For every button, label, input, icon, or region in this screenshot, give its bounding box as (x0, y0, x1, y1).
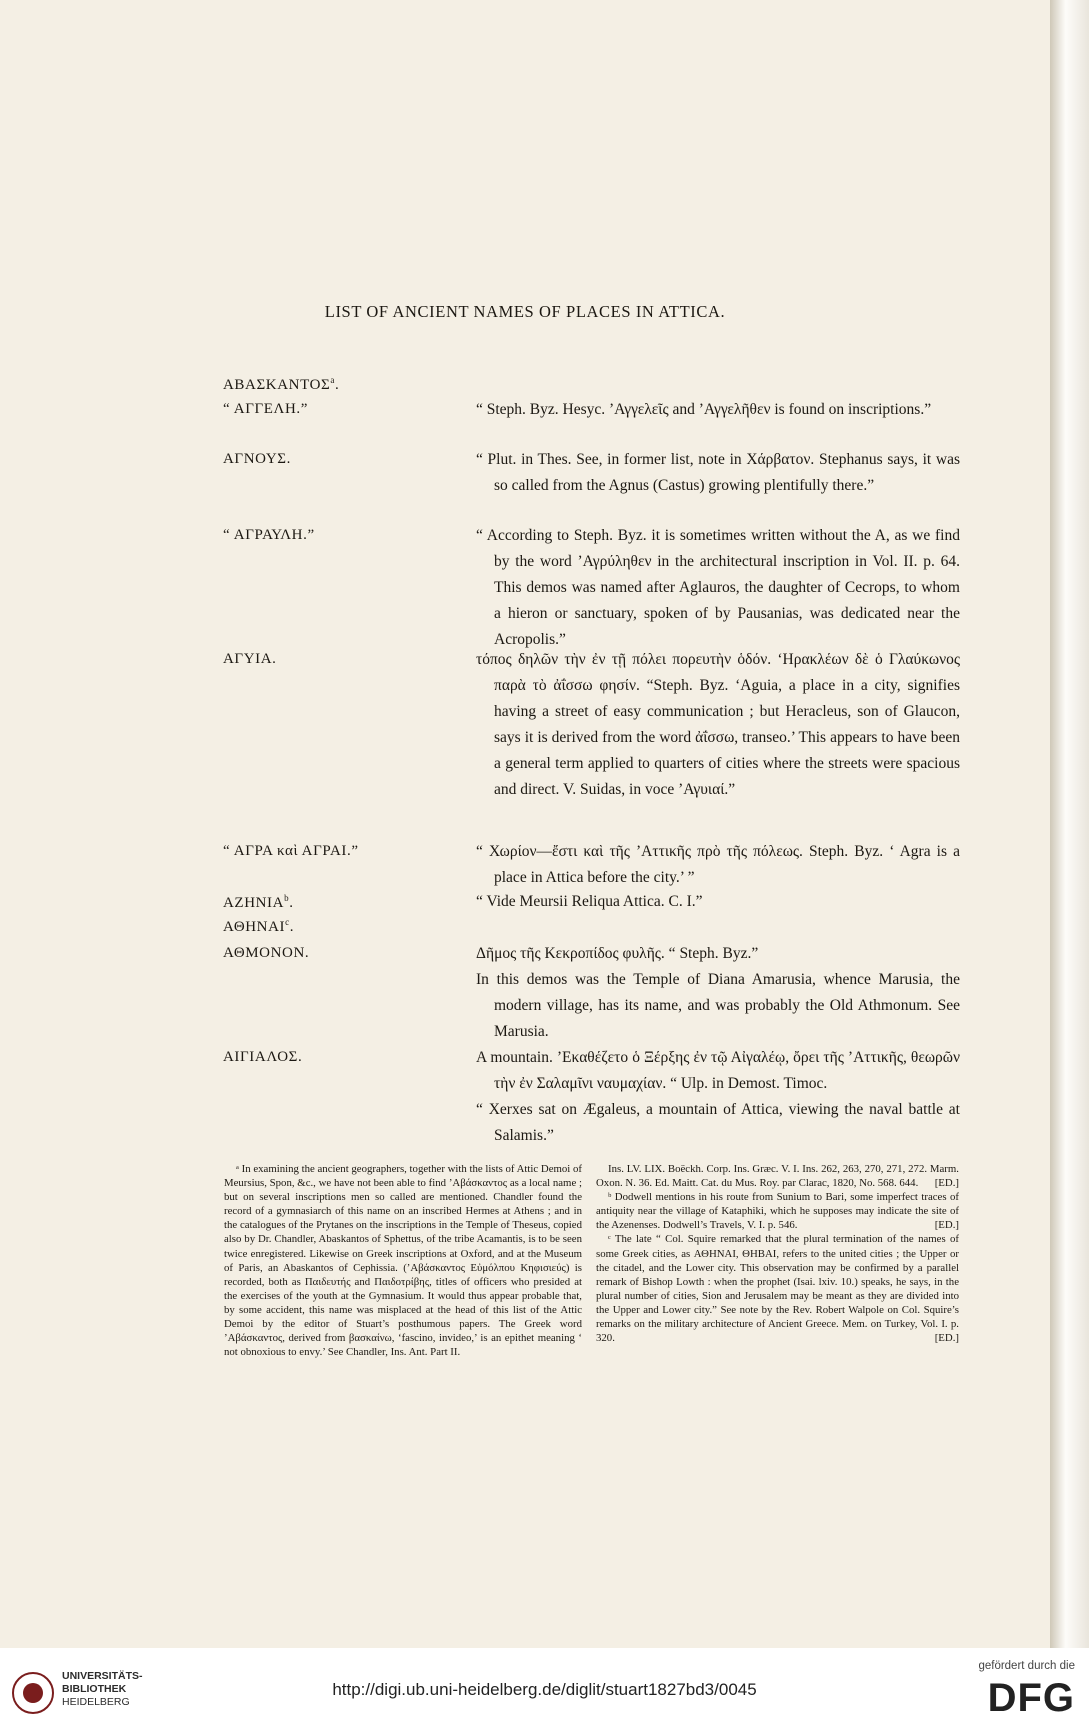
entry-description (476, 447, 960, 499)
entry-name-text: ΑΖΗΝΙΑ (223, 895, 285, 911)
entry-name-text: ΑΘΜΟΝΟΝ. (223, 945, 310, 961)
document-url-link[interactable]: http://digi.ub.uni-heidelberg.de/diglit/stuart1827bd3/0045 (332, 1680, 757, 1699)
entry-name (223, 651, 277, 668)
entry-name-punct: . (289, 919, 295, 935)
entry-name-text: ΑΓΥΙΑ. (223, 651, 277, 667)
dfg-logo: DFG (987, 1676, 1075, 1720)
description-paragraph: Δῆμος τῆς Κεκροπίδος φυλῆς. “ Steph. Byz.” (476, 945, 759, 962)
entry-name (223, 893, 294, 912)
description-paragraph: “ Χωρίον—ἔστι καὶ τῆς ’Αττικῆς πρὸ τῆς πόλεως. Steph. Byz. ‘ Agra is a place in Attica before the city.’ ” (476, 843, 960, 886)
entry-name (223, 917, 294, 936)
description-paragraph: τόπος δηλῶν τὴν ἐν τῇ πόλει πορευτὴν ὁδόν. ‘Ηρακλέων δὲ ὁ Γλαύκωνος παρὰ τὸ ἀΐσσω φησίν. “Steph. Byz. ‘Aguia, a place in a city, signifies having a street of easy communication ; but Heracleus, son of Glaucon, says it is derived from the word ἀΐσσω, transeo.’ This appears to have been a general term applied to quarters of cities where the streets were spacious and direct. V. Suidas, in voce ’Αγυιαί.” (476, 651, 960, 798)
description-paragraph: “ Plut. in Thes. See, in former list, note in Χάρβατον. Stephanus says, it was so called from the Agnus (Castus) growing plentifully there.” (476, 451, 960, 494)
entry-name-text: “ ΑΓΡΑΥΛΗ.” (223, 527, 315, 543)
footnote-marker: a (330, 375, 335, 385)
entry-description (476, 839, 960, 891)
entry-name-punct: . (334, 377, 340, 393)
footnote-text: ᶜ The late “ Col. Squire remarked that the plural termination of the names of some Greek cities, as ΑΘΗΝΑΙ, ΘΗΒΑΙ, refers to the united cities ; the Upper or the citadel, and the Lower city. This observation may be confirmed by a parallel remark of Bishop Lowth : when the prophet (Isai. lxiv. 10.) speaks, he says, in the plural number of cities, Sion and Jerusalem may be meant as they are divided into the Upper and Lower city.” See note by the Rev. Robert Walpole on Col. Squire’s remarks on the military architecture of Ancient Greece. Mem. on Turkey, Vol. I. p. 320. (596, 1233, 959, 1345)
editor-mark: [ED.] (934, 1332, 959, 1345)
entry-name-text: ΑΒΑΣΚΑΝΤΟΣ (223, 377, 331, 393)
entry-name-text: ΑΓΝΟΥΣ. (223, 451, 291, 467)
library-name-line2: BIBLIOTHEK (62, 1683, 127, 1695)
entry-description (476, 941, 960, 1045)
entry-name (223, 843, 359, 860)
entry-name (223, 451, 291, 468)
sponsor-label: gefördert durch die (978, 1660, 1075, 1672)
description-paragraph: “ Steph. Byz. Hesyc. ’Αγγελεῖς and ’Αγγελῆθεν is found on inscriptions.” (476, 401, 932, 418)
entry-description (476, 523, 960, 653)
footnotes-left-column (224, 1162, 582, 1359)
footnote-paragraph (596, 1190, 959, 1232)
entry-name (223, 945, 309, 962)
description-paragraph: “ Vide Meursii Reliqua Attica. C. I.” (476, 893, 703, 910)
entry-name (223, 375, 339, 394)
library-name-line3: HEIDELBERG (62, 1696, 130, 1708)
entry-name-punct: . (289, 895, 294, 911)
footnote-text: Ins. LV. LIX. Boëckh. Corp. Ins. Græc. V. I. Ins. 262, 263, 270, 271, 272. Marm. Oxon. N. 36. Ed. Maitt. Cat. du Mus. Roy. par Clarac, 1820, No. 568. 644. (596, 1163, 959, 1190)
editor-mark: [ED.] (934, 1177, 959, 1190)
page-title: LIST OF ANCIENT NAMES OF PLACES IN ATTICA. (324, 302, 726, 321)
footnote-text: ᵃ In examining the ancient geographers, together with the lists of Attic Demoi of Meursius, Spon, &c., we have not been able to find ’Αβάσκαντος as a local name ; but on several inscriptions men so called are mentioned. Chandler found the record of a gymnasiarch of this name on an inscribed Hermes at Athens ; and in the catalogues of the Prytanes on the inscriptions in the Temple of Theseus, copied also by Dr. Chandler, Abaskantos of Sphettus, of the tribe Acamantis, is to be seen twice enregistered. Likewise on Greek inscriptions at Oxford, and at the Museum of Paris, an Abaskantos of Cephissia. (’Αβάσκαντος Εὐμόλπου Κηφισιεύς) is recorded, both as Παιδευτής and Παιδοτρίβης, titles of officers who presided at the exercises of the youth at the Gymnasium. It would thus appear probable that, by some accident, this name was misplaced at the head of this list of the Attic Demoi by the editor of Stuart’s posthumous papers. The Greek word ’Αβάσκαντος, derived from βασκαίνω, ‘fascino, invideo,’ is an epithet meaning ‘ not obnoxious to envy.’ See Chandler, Ins. Ant. Part II. (224, 1163, 582, 1359)
editor-mark: [ED.] (934, 1219, 959, 1232)
entry-description (476, 397, 960, 423)
footnote-paragraph (224, 1162, 582, 1359)
entry-name (223, 401, 308, 418)
footnote-text: ᵇ Dodwell mentions in his route from Sunium to Bari, some imperfect traces of antiquity near the village of Kataphiki, which he supposes may indicate the site of the Azenenses. Dodwell’s Travels, V. I. p. 546. (596, 1191, 959, 1232)
book-spine-edge (1050, 0, 1089, 1648)
footnote-marker: c (285, 917, 290, 927)
footnote-paragraph (596, 1232, 959, 1345)
entry-name-text: ΑΘΗΝΑΙ (223, 919, 286, 935)
footnote-marker: b (284, 893, 290, 903)
entry-name-text: “ ΑΓΡΑ καὶ ΑΓΡΑΙ.” (223, 843, 359, 859)
library-name-line1: UNIVERSITÄTS- (62, 1670, 143, 1682)
description-paragraph: In this demos was the Temple of Diana Amarusia, whence Marusia, the modern village, has its name, and was probably the Old Athmonum. See Marusia. (476, 971, 960, 1040)
footnotes-right-column (596, 1162, 959, 1345)
entry-description (476, 889, 960, 915)
viewer-footer (0, 1648, 1089, 1733)
description-paragraph: A mountain. ’Εκαθέζετο ὁ Ξέρξης ἐν τῷ Αἰγαλέῳ, ὄρει τῆς ’Αττικῆς, θεωρῶν τὴν ἐν Σαλαμῖνι ναυμαχίαν. “ Ulp. in Demost. Timoc. (476, 1049, 960, 1092)
entry-name-text: ΑΙΓΙΑΛΟΣ. (223, 1049, 303, 1065)
description-paragraph: “ Xerxes sat on Ægaleus, a mountain of Attica, viewing the naval battle at Salamis.” (476, 1101, 960, 1144)
entry-name (223, 527, 315, 544)
entry-name (223, 1049, 302, 1066)
entry-description (476, 647, 960, 803)
entry-name-text: “ ΑΓΓΕΛΗ.” (223, 401, 309, 417)
description-paragraph: “ According to Steph. Byz. it is sometimes written without the A, as we find by the word ’Αγρύληθεν in the architectural inscription in Vol. II. p. 64. This demos was named after Aglauros, the daughter of Cecrops, to whom a hieron or sanctuary, spoken of by Pausanias, was dedicated near the Acropolis.” (476, 527, 960, 648)
entry-description (476, 1045, 960, 1149)
footnote-paragraph (596, 1162, 959, 1190)
